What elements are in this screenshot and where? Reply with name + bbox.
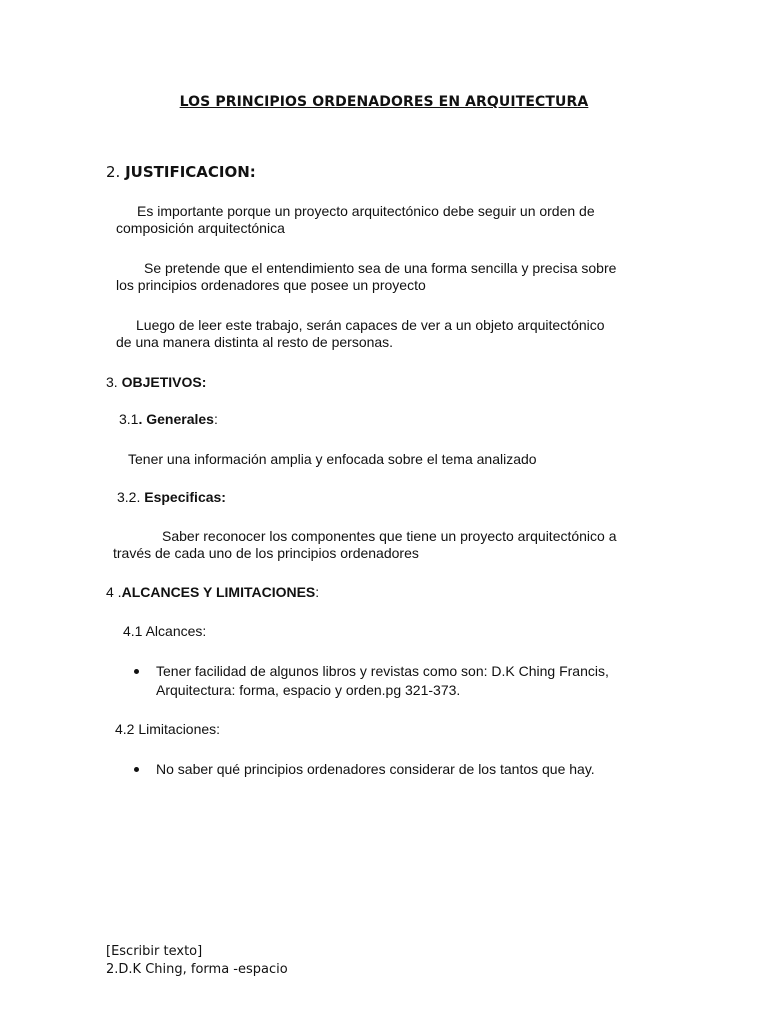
section-title: ALCANCES Y LIMITACIONES xyxy=(121,584,316,600)
section-title: JUSTIFICACION: xyxy=(125,163,256,181)
section-heading-justificacion xyxy=(106,163,256,181)
paragraph-line: Es importante porque un proyecto arquitectónico debe seguir un orden de xyxy=(137,203,595,219)
footer-placeholder-text[interactable]: [Escribir texto] xyxy=(106,944,203,959)
subsection-heading-especificas xyxy=(117,489,226,507)
list-item-line: Arquitectura: forma, espacio y orden.pg 321-373. xyxy=(156,682,461,698)
subsection-heading-limitaciones: 4.2 Limitaciones: xyxy=(115,721,221,737)
section-number: 4 . xyxy=(106,584,122,600)
subsection-heading-generales xyxy=(119,411,218,429)
list-item-line: No saber qué principios ordenadores considerar de los tantos que hay. xyxy=(156,761,595,777)
bullet-icon xyxy=(134,669,139,674)
paragraph-line: composición arquitectónica xyxy=(116,220,285,236)
paragraph-line: Luego de leer este trabajo, serán capaces de ver a un objeto arquitectónico xyxy=(136,317,605,333)
section-colon: : xyxy=(315,584,320,600)
section-title: OBJETIVOS: xyxy=(121,374,207,390)
document-title: LOS PRINCIPIOS ORDENADORES EN ARQUITECTURA xyxy=(179,94,589,110)
footer-reference: 2.D.K Ching, forma -espacio xyxy=(106,962,288,977)
paragraph-line: través de cada uno de los principios ordenadores xyxy=(113,545,419,561)
section-heading-objetivos xyxy=(106,374,206,392)
subsection-title: . Generales xyxy=(138,411,214,427)
paragraph-line: Tener una información amplia y enfocada sobre el tema analizado xyxy=(128,451,537,467)
bullet-icon xyxy=(134,767,139,772)
subsection-number: 3.1 xyxy=(119,411,139,427)
subsection-colon: : xyxy=(213,411,218,427)
section-heading-alcances xyxy=(106,584,319,602)
paragraph-line: Se pretende que el entendimiento sea de una forma sencilla y precisa sobre xyxy=(144,260,617,276)
subsection-title: Especificas: xyxy=(144,489,226,505)
section-number: 3. xyxy=(106,374,118,390)
subsection-heading-alcances: 4.1 Alcances: xyxy=(123,623,207,639)
paragraph-line: Saber reconocer los componentes que tiene un proyecto arquitectónico a xyxy=(162,528,617,544)
paragraph-line: de una manera distinta al resto de personas. xyxy=(116,334,394,350)
section-number: 2. xyxy=(106,163,121,181)
subsection-number: 3.2. xyxy=(117,489,145,505)
paragraph-line: los principios ordenadores que posee un proyecto xyxy=(116,277,426,293)
list-item-line: Tener facilidad de algunos libros y revistas como son: D.K Ching Francis, xyxy=(156,663,609,679)
